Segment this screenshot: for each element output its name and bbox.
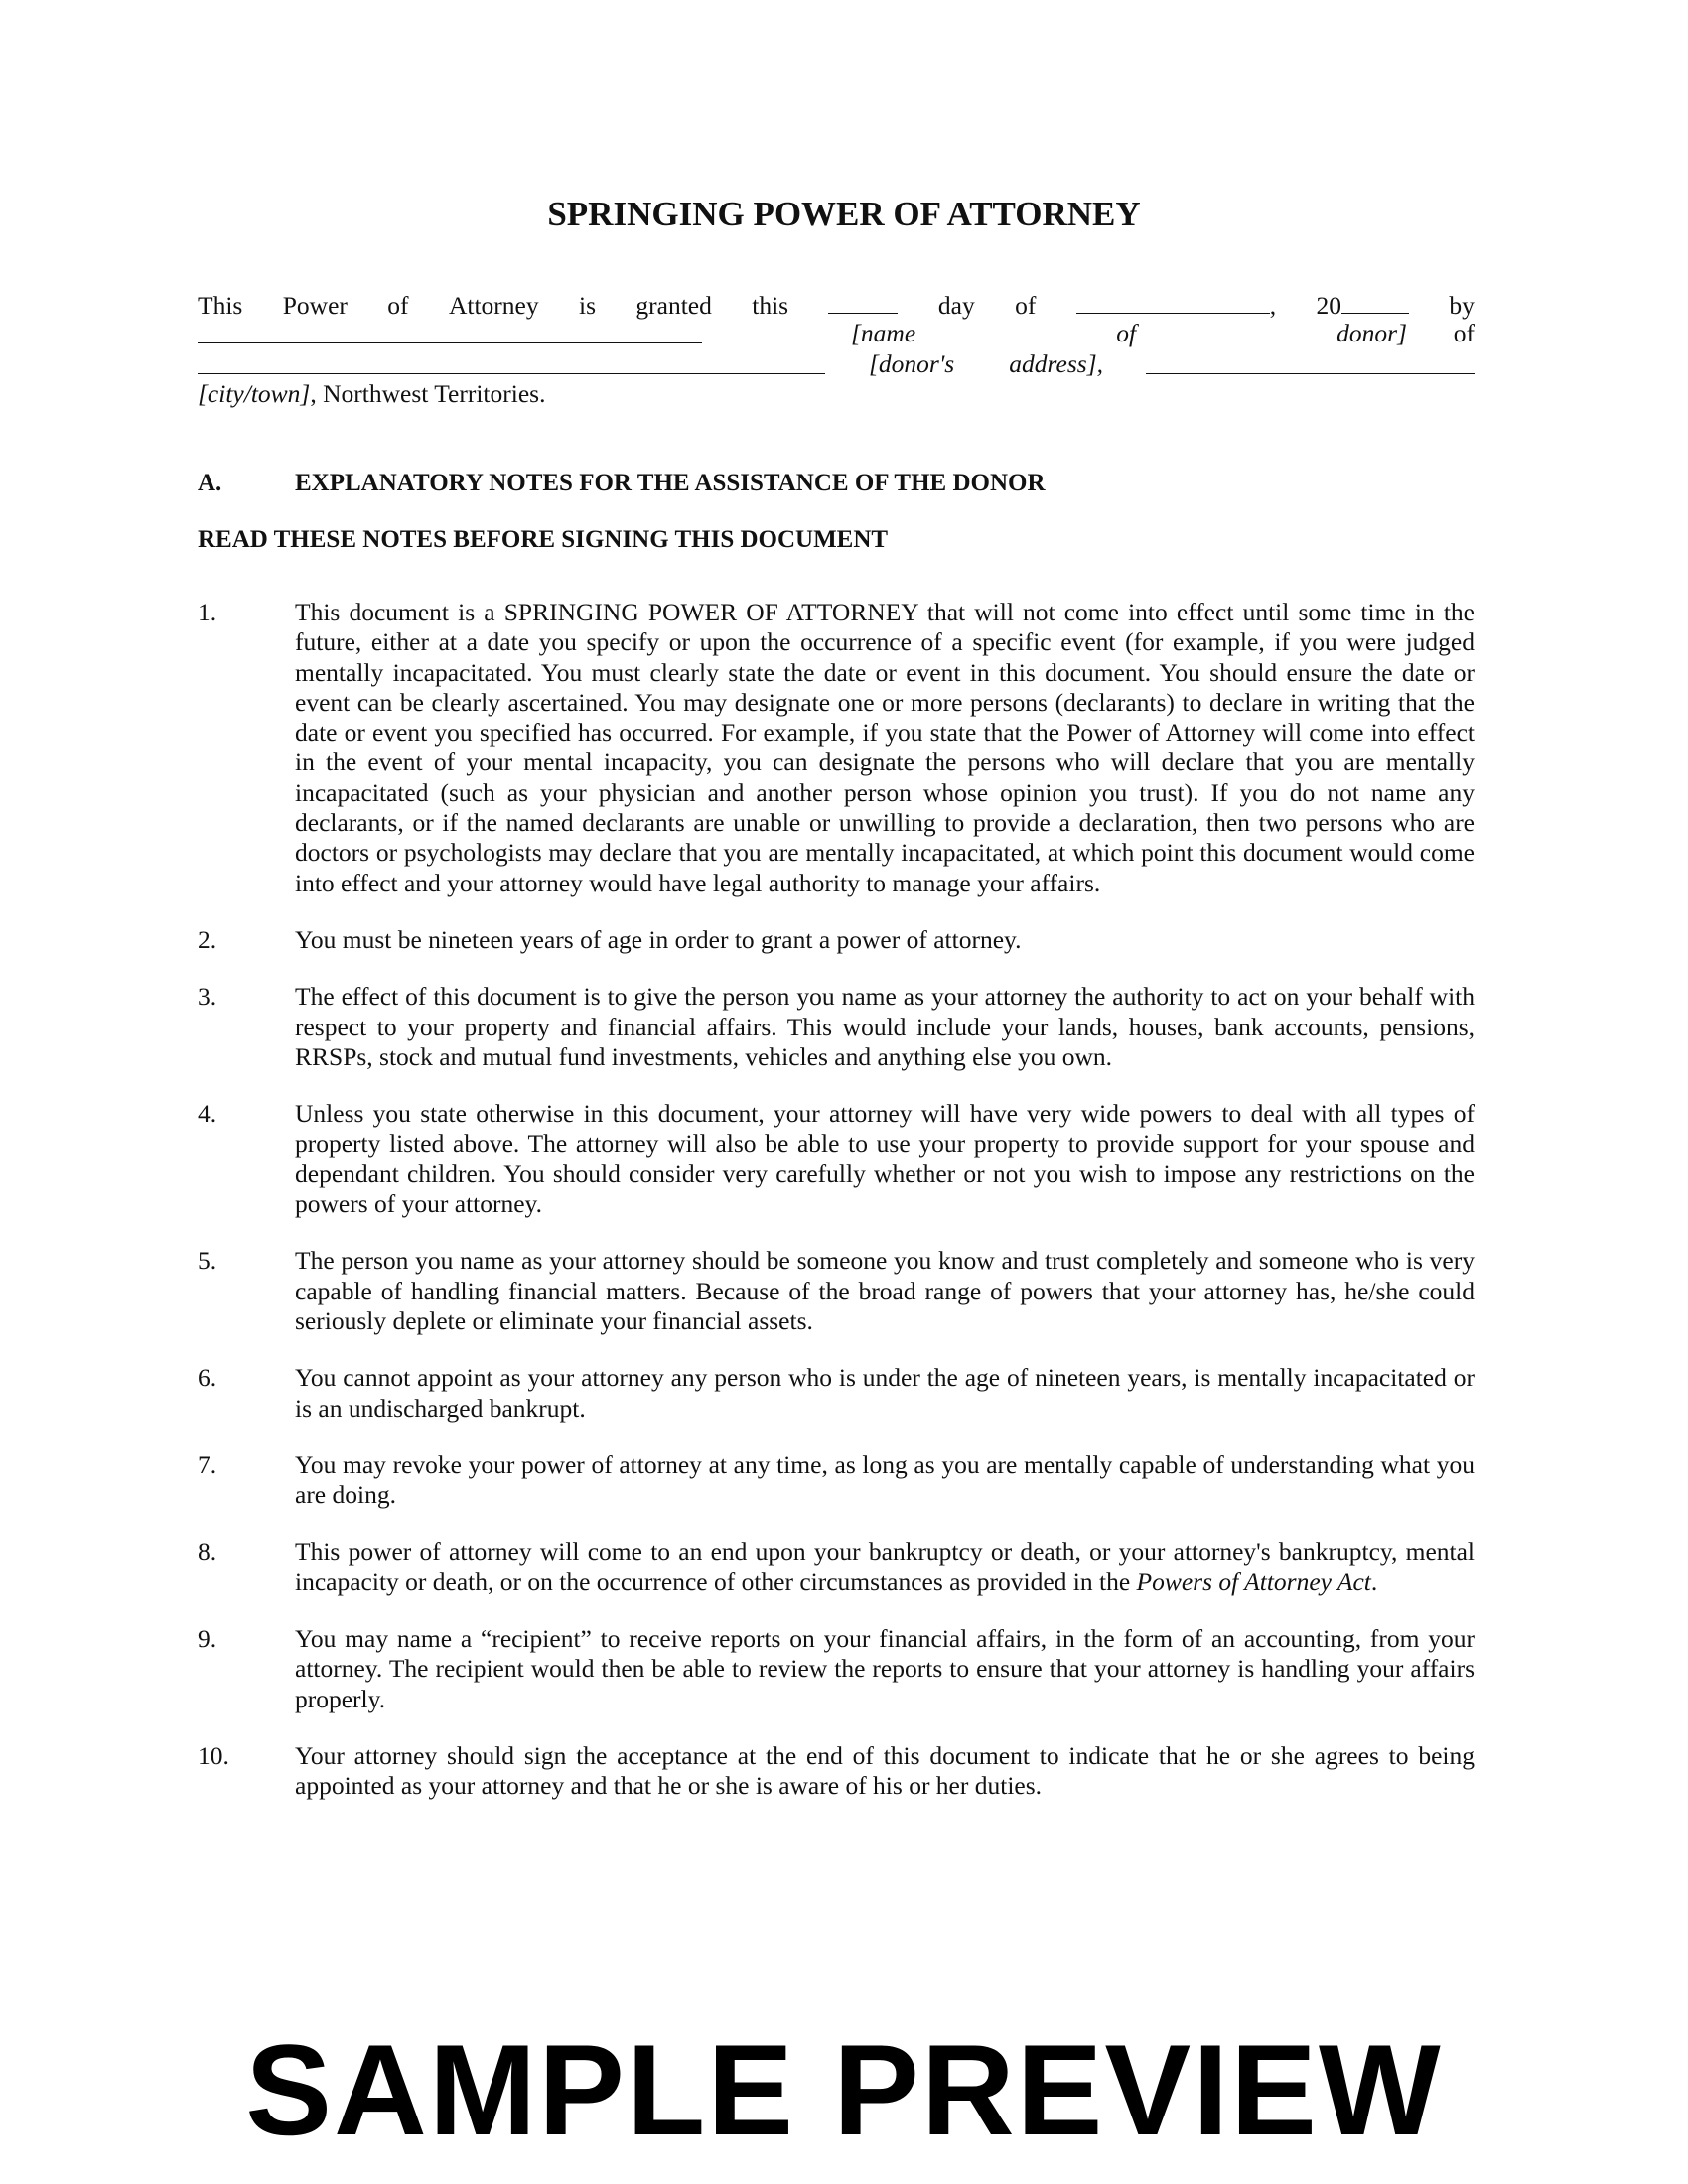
city-town-label: [city/town]: [198, 379, 311, 408]
territory-text: , Northwest Territories.: [310, 379, 546, 408]
year-blank[interactable]: [1341, 289, 1409, 314]
item-text: [295, 1537, 1475, 1597]
item-number: 5.: [198, 1246, 217, 1276]
item-number: 7.: [198, 1449, 217, 1479]
list-item: [198, 925, 1475, 955]
label-word: address],: [1009, 349, 1103, 378]
donor-name-blank[interactable]: [198, 319, 702, 343]
donors-address-label: [869, 349, 1103, 379]
item-text: You cannot appoint as your attorney any person who is under the age of nineteen years, is mentally incapacitated or is an undischarged bankrupt.: [295, 1363, 1475, 1423]
city-blank[interactable]: [1146, 349, 1475, 374]
item-text: You may revoke your power of attorney at any time, as long as you are mentally capable of understanding what you are doing.: [295, 1449, 1475, 1510]
label-word: [donor's: [869, 349, 955, 378]
item-number: 9.: [198, 1624, 217, 1654]
day-blank[interactable]: [828, 289, 898, 314]
preamble-word: of: [387, 291, 409, 320]
preamble-word: of: [1453, 319, 1475, 347]
preamble-line-3: [198, 349, 1475, 379]
item-text-end: .: [1370, 1567, 1378, 1596]
list-item: [198, 1741, 1475, 1802]
preamble-word: is: [578, 291, 596, 320]
preamble-word: by: [1449, 291, 1475, 320]
list-item: [198, 982, 1475, 1072]
item-number: 6.: [198, 1363, 217, 1393]
list-item: [198, 1537, 1475, 1597]
label-word: of: [1116, 319, 1137, 347]
item-text: The effect of this document is to give the person you name as your attorney the authority to act on your behalf with respect to your property and financial affairs. This would include your lands, houses, bank accounts, pensions, RRSPs, stock and mutual fund investments, vehicles and anything else you own.: [295, 982, 1475, 1071]
read-notice: READ THESE NOTES BEFORE SIGNING THIS DOCUMENT: [198, 526, 889, 553]
month-blank[interactable]: [1076, 289, 1270, 314]
preamble-line-2: [198, 319, 1475, 348]
item-number: 2.: [198, 924, 217, 954]
preamble-word: This: [198, 291, 243, 320]
item-number: 3.: [198, 982, 217, 1012]
list-item: [198, 1624, 1475, 1714]
item-text-main: This power of attorney will come to an end upon your bankruptcy or death, or your attorney's bankruptcy, mental incapacity or death, or on the occurrence of other circumstances as provided in the: [295, 1537, 1475, 1596]
preamble-line-4: [198, 379, 1475, 409]
list-item: [198, 1450, 1475, 1511]
name-of-donor-label: [851, 319, 1407, 348]
item-number: 8.: [198, 1537, 217, 1567]
sample-preview-watermark: SAMPLE PREVIEW: [245, 2017, 1443, 2162]
item-text: This document is a SPRINGING POWER OF ATTORNEY that will not come into effect until some time in the future, either at a date you specify or upon the occurrence of a specific event (for example, if you were judged mentally incapacitated. You must clearly state the date or event in this document. You should ensure the date or event can be clearly ascertained. You may designate one or more persons (declarants) to declare in writing that the date or event you specified has occurred. For example, if you state that the Power of Attorney will come into effect in the event of your mental incapacity, you can designate the persons who will declare that you are mentally incapacitated (such as your physician and another person whose opinion you trust). If you do not name any declarants, or if the named declarants are unable or unwilling to provide a declaration, then two persons who are doctors or psychologists may declare that you are mentally incapacitated, at which point this document would come into effect and your attorney would have legal authority to manage your affairs.: [295, 598, 1475, 897]
preamble-line-1: This Power of Attorney is granted this day of , 20 by: [198, 291, 1475, 320]
section-letter: A.: [198, 470, 222, 496]
document-title: SPRINGING POWER OF ATTORNEY: [547, 195, 1141, 233]
preamble-word: Attorney: [448, 291, 539, 320]
notes-list: [198, 598, 1475, 1829]
list-item: [198, 598, 1475, 898]
preamble-word: granted: [635, 291, 712, 320]
address-blank[interactable]: [198, 349, 825, 374]
preamble-word: this: [752, 291, 789, 320]
label-word: donor]: [1336, 319, 1407, 347]
section-a-heading: [198, 470, 1475, 497]
item-number: 1.: [198, 598, 217, 626]
act-title: Powers of Attorney Act: [1136, 1567, 1371, 1596]
item-text: Unless you state otherwise in this document, your attorney will have very wide powers to deal with all types of property listed above. The attorney will also be able to use your property to provide support for your spouse and dependant children. You should consider very carefully whether or not you wish to impose any restrictions on the powers of your attorney.: [295, 1099, 1475, 1219]
item-text: You may name a “recipient” to receive reports on your financial affairs, in the form of an accounting, from your attorney. The recipient would then be able to review the reports to ensure that your attorney is handling your affairs properly.: [295, 1624, 1475, 1713]
preamble-word: day: [937, 291, 975, 320]
list-item: [198, 1246, 1475, 1336]
item-text: The person you name as your attorney should be someone you know and trust completely and someone who is very capable of handling financial matters. Because of the broad range of powers that your attorney has, he/she could seriously deplete or eliminate your financial assets.: [295, 1246, 1475, 1335]
list-item: [198, 1099, 1475, 1219]
preamble-word: Power: [282, 291, 348, 320]
year-prefix: 20: [1316, 291, 1341, 320]
list-item: [198, 1363, 1475, 1424]
item-number: 4.: [198, 1099, 217, 1129]
section-title: EXPLANATORY NOTES FOR THE ASSISTANCE OF THE DONOR: [295, 470, 1046, 496]
item-number: 10.: [198, 1740, 229, 1770]
item-text: You must be nineteen years of age in order to grant a power of attorney.: [295, 924, 1022, 954]
item-text: Your attorney should sign the acceptance at the end of this document to indicate that he or she agrees to being appointed as your attorney and that he or she is aware of his or her duties.: [295, 1740, 1475, 1801]
preamble-word: of: [1015, 291, 1037, 320]
label-word: [name: [851, 319, 916, 347]
